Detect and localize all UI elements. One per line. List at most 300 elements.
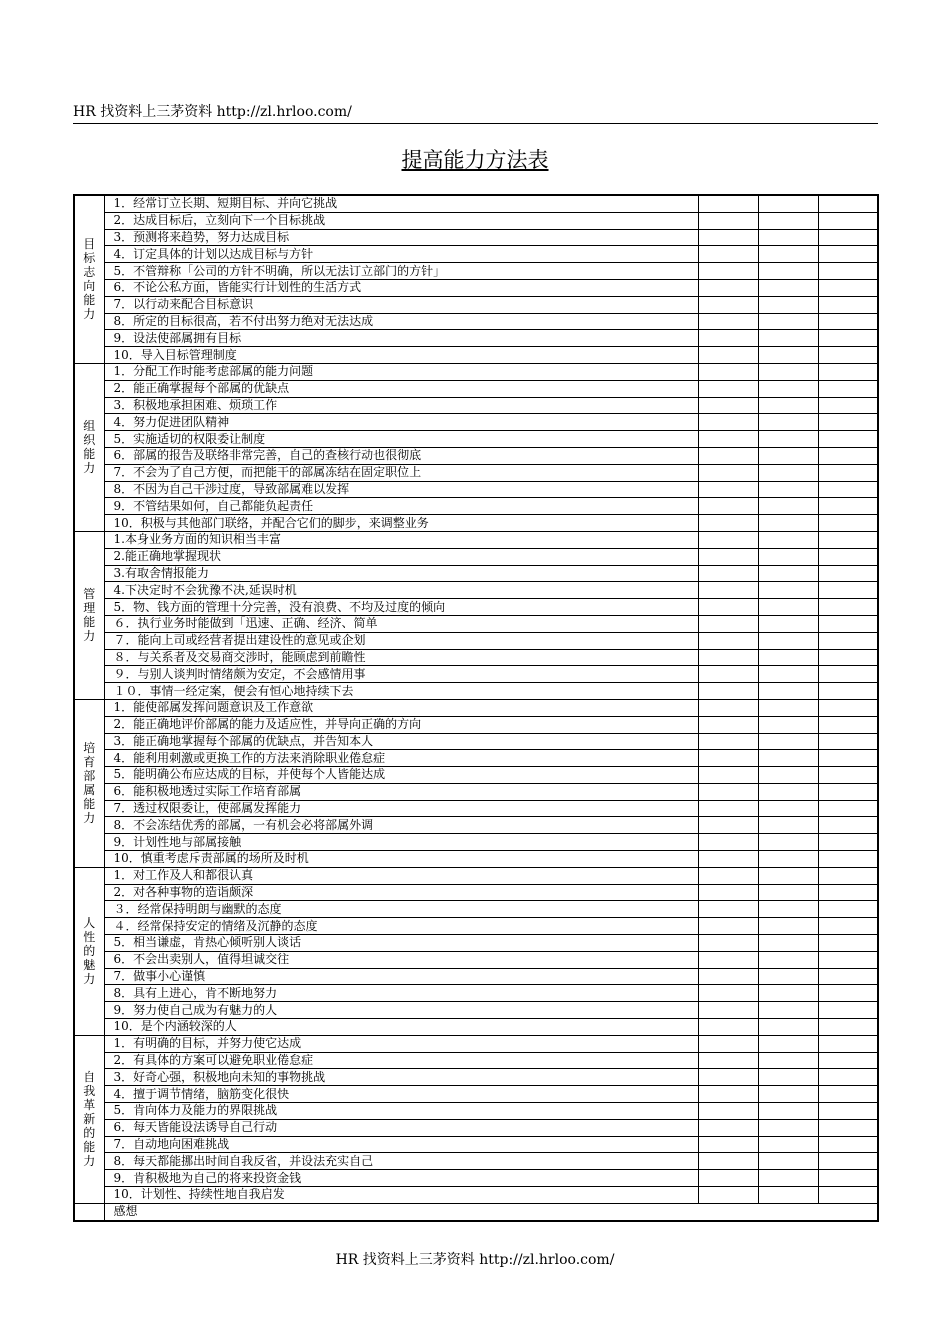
- check-cell[interactable]: [698, 649, 758, 666]
- table-row: [74, 1019, 878, 1036]
- check-cell[interactable]: [698, 851, 758, 868]
- check-cell[interactable]: [698, 313, 758, 330]
- item-text: 1.本身业务方面的知识相当丰富: [104, 531, 698, 548]
- check-cell[interactable]: [758, 985, 818, 1002]
- check-cell[interactable]: [698, 582, 758, 599]
- check-cell[interactable]: [758, 565, 818, 582]
- check-cell[interactable]: [698, 1052, 758, 1069]
- check-cell[interactable]: [698, 666, 758, 683]
- check-cell[interactable]: [818, 1069, 878, 1086]
- item-text: 10．积极与其他部门联络，并配合它们的脚步，来调整业务: [104, 515, 698, 532]
- check-cell[interactable]: [698, 800, 758, 817]
- check-cell[interactable]: [758, 1103, 818, 1120]
- table-row: [74, 397, 878, 414]
- table-row: [74, 1002, 878, 1019]
- check-cell[interactable]: [758, 296, 818, 313]
- check-cell[interactable]: [698, 599, 758, 616]
- check-cell[interactable]: [698, 380, 758, 397]
- check-cell[interactable]: [698, 615, 758, 632]
- check-cell[interactable]: [758, 615, 818, 632]
- check-cell[interactable]: [758, 1153, 818, 1170]
- page-header: HR 找资料上三茅资料 http://zl.hrloo.com/: [73, 102, 878, 124]
- check-cell[interactable]: [818, 431, 878, 448]
- item-text: 6．部属的报告及联络非常完善，自己的查核行动也很彻底: [104, 447, 698, 464]
- check-cell[interactable]: [758, 515, 818, 532]
- check-cell[interactable]: [818, 985, 878, 1002]
- check-cell[interactable]: [758, 834, 818, 851]
- category-cell: [74, 531, 104, 699]
- table-row: [74, 212, 878, 229]
- check-cell[interactable]: [758, 1035, 818, 1052]
- check-cell[interactable]: [758, 1086, 818, 1103]
- check-cell[interactable]: [818, 582, 878, 599]
- table-row: [74, 1035, 878, 1052]
- check-cell[interactable]: [758, 397, 818, 414]
- item-text: 2．达成目标后，立刻向下一个目标挑战: [104, 212, 698, 229]
- check-cell[interactable]: [818, 935, 878, 952]
- table-row: [74, 414, 878, 431]
- check-cell[interactable]: [698, 683, 758, 700]
- item-text: 8．每天都能挪出时间自我反省，并设法充实自己: [104, 1153, 698, 1170]
- table-row: [74, 498, 878, 515]
- check-cell[interactable]: [698, 1002, 758, 1019]
- check-cell[interactable]: [698, 296, 758, 313]
- check-cell[interactable]: [698, 263, 758, 280]
- item-text: ３．经常保持明朗与幽默的态度: [104, 901, 698, 918]
- table-row: [74, 347, 878, 364]
- check-cell[interactable]: [818, 901, 878, 918]
- item-text: 2．能正确掌握每个部属的优缺点: [104, 380, 698, 397]
- check-cell[interactable]: [818, 330, 878, 347]
- check-cell[interactable]: [698, 431, 758, 448]
- table-row: [74, 599, 878, 616]
- check-cell[interactable]: [818, 397, 878, 414]
- ability-table: [73, 194, 879, 1222]
- item-text: 1．经常订立长期、短期目标、并向它挑战: [104, 195, 698, 212]
- table-row: [74, 1136, 878, 1153]
- check-cell[interactable]: [758, 246, 818, 263]
- check-cell[interactable]: [698, 632, 758, 649]
- check-cell[interactable]: [818, 716, 878, 733]
- table-row: [74, 582, 878, 599]
- table-row: [74, 783, 878, 800]
- check-cell[interactable]: [758, 414, 818, 431]
- check-cell[interactable]: [698, 1086, 758, 1103]
- check-cell[interactable]: [758, 447, 818, 464]
- category-label: 培育部属能力: [83, 740, 96, 825]
- table-row: [74, 767, 878, 784]
- check-cell[interactable]: [698, 1153, 758, 1170]
- item-text: 8．不会冻结优秀的部属，一有机会必将部属外调: [104, 817, 698, 834]
- check-cell[interactable]: [758, 1170, 818, 1187]
- check-cell[interactable]: [758, 683, 818, 700]
- table-row: [74, 800, 878, 817]
- check-cell[interactable]: [818, 548, 878, 565]
- check-cell[interactable]: [818, 817, 878, 834]
- table-row: [74, 733, 878, 750]
- check-cell[interactable]: [698, 330, 758, 347]
- check-cell[interactable]: [818, 1103, 878, 1120]
- check-cell[interactable]: [698, 968, 758, 985]
- item-text: ４．经常保持安定的情绪及沉静的态度: [104, 918, 698, 935]
- check-cell[interactable]: [698, 1069, 758, 1086]
- check-cell[interactable]: [818, 246, 878, 263]
- table-row: [74, 1086, 878, 1103]
- check-cell[interactable]: [758, 783, 818, 800]
- check-cell[interactable]: [818, 195, 878, 212]
- check-cell[interactable]: [818, 1119, 878, 1136]
- check-cell[interactable]: [758, 531, 818, 548]
- item-text: 2．对各种事物的造诣颇深: [104, 884, 698, 901]
- table-row: [74, 1069, 878, 1086]
- check-cell[interactable]: [818, 649, 878, 666]
- check-cell[interactable]: [698, 1170, 758, 1187]
- item-text: 10．计划性、持续性地自我启发: [104, 1187, 698, 1204]
- check-cell[interactable]: [818, 313, 878, 330]
- table-row: [74, 363, 878, 380]
- check-cell[interactable]: [818, 851, 878, 868]
- table-row: [74, 531, 878, 548]
- table-body: [74, 195, 878, 1221]
- table-row: [74, 296, 878, 313]
- check-cell[interactable]: [698, 1035, 758, 1052]
- check-cell[interactable]: [758, 699, 818, 716]
- table-row: [74, 851, 878, 868]
- table-row: [74, 901, 878, 918]
- check-cell[interactable]: [758, 431, 818, 448]
- item-text: 3.有取舍情报能力: [104, 565, 698, 582]
- check-cell[interactable]: [818, 951, 878, 968]
- check-cell[interactable]: [758, 464, 818, 481]
- check-cell[interactable]: [698, 951, 758, 968]
- check-cell[interactable]: [698, 397, 758, 414]
- check-cell[interactable]: [698, 531, 758, 548]
- item-text: 5．相当谦虚，肯热心倾听别人谈话: [104, 935, 698, 952]
- category-label: 管理能力: [83, 586, 96, 643]
- check-cell[interactable]: [818, 834, 878, 851]
- check-cell[interactable]: [758, 733, 818, 750]
- check-cell[interactable]: [818, 229, 878, 246]
- check-cell[interactable]: [758, 666, 818, 683]
- table-row: [74, 565, 878, 582]
- table-row: [74, 431, 878, 448]
- check-cell[interactable]: [758, 649, 818, 666]
- table-row: [74, 1103, 878, 1120]
- check-cell[interactable]: [698, 750, 758, 767]
- table-row: [74, 699, 878, 716]
- check-cell[interactable]: [758, 817, 818, 834]
- item-text: ８．与关系者及交易商交涉时，能顾虑到前瞻性: [104, 649, 698, 666]
- form-title: 提高能力方法表: [401, 148, 549, 172]
- check-cell[interactable]: [698, 783, 758, 800]
- check-cell[interactable]: [698, 1019, 758, 1036]
- category-cell: [74, 363, 104, 531]
- item-text: 5．物、钱方面的管理十分完善，没有浪费、不均及过度的倾向: [104, 599, 698, 616]
- check-cell[interactable]: [818, 447, 878, 464]
- table-row: [74, 1153, 878, 1170]
- check-cell[interactable]: [758, 347, 818, 364]
- check-cell[interactable]: [758, 750, 818, 767]
- item-text: 4．能利用刺激或更换工作的方法来消除职业倦怠症: [104, 750, 698, 767]
- check-cell[interactable]: [818, 1170, 878, 1187]
- item-text: 1．对工作及人和都很认真: [104, 867, 698, 884]
- check-cell[interactable]: [758, 195, 818, 212]
- check-cell[interactable]: [818, 884, 878, 901]
- item-text: 7．做事小心谨慎: [104, 968, 698, 985]
- table-row: [74, 548, 878, 565]
- check-cell[interactable]: [818, 515, 878, 532]
- check-cell[interactable]: [818, 615, 878, 632]
- table-row: [74, 1187, 878, 1204]
- item-text: 2．能正确地评价部属的能力及适应性，并导向正确的方向: [104, 716, 698, 733]
- table-row: [74, 985, 878, 1002]
- check-cell[interactable]: [758, 951, 818, 968]
- check-cell[interactable]: [818, 498, 878, 515]
- check-cell[interactable]: [818, 263, 878, 280]
- item-text: 4．擅于调节情绪，脑筋变化很快: [104, 1086, 698, 1103]
- item-text: 8．所定的目标很高，若不付出努力绝对无法达成: [104, 313, 698, 330]
- check-cell[interactable]: [758, 918, 818, 935]
- item-text: 4.下决定时不会犹豫不决,延误时机: [104, 582, 698, 599]
- item-text: 2．有具体的方案可以避免职业倦怠症: [104, 1052, 698, 1069]
- check-cell[interactable]: [758, 212, 818, 229]
- check-cell[interactable]: [698, 447, 758, 464]
- check-cell[interactable]: [698, 229, 758, 246]
- check-cell[interactable]: [818, 783, 878, 800]
- table-row: [74, 632, 878, 649]
- check-cell[interactable]: [818, 1153, 878, 1170]
- page-footer: HR 找资料上三茅资料 http://zl.hrloo.com/: [335, 1252, 615, 1268]
- check-cell[interactable]: [758, 867, 818, 884]
- item-text: 6．每天皆能设法诱导自己行动: [104, 1119, 698, 1136]
- check-cell[interactable]: [698, 414, 758, 431]
- check-cell[interactable]: [818, 1002, 878, 1019]
- check-cell[interactable]: [758, 263, 818, 280]
- category-cell: [74, 1035, 104, 1203]
- check-cell[interactable]: [818, 1052, 878, 1069]
- item-text: 7．不会为了自己方便，而把能干的部属冻结在固定职位上: [104, 464, 698, 481]
- check-cell[interactable]: [698, 279, 758, 296]
- check-cell[interactable]: [758, 481, 818, 498]
- item-text: ７．能向上司或经营者提出建设性的意见或企划: [104, 632, 698, 649]
- check-cell[interactable]: [758, 935, 818, 952]
- check-cell[interactable]: [758, 599, 818, 616]
- check-cell[interactable]: [698, 884, 758, 901]
- check-cell[interactable]: [758, 716, 818, 733]
- remarks-blank-cell: [74, 1203, 104, 1220]
- check-cell[interactable]: [698, 985, 758, 1002]
- category-cell: [74, 699, 104, 867]
- table-row: [74, 834, 878, 851]
- check-cell[interactable]: [818, 750, 878, 767]
- check-cell[interactable]: [758, 313, 818, 330]
- check-cell[interactable]: [818, 968, 878, 985]
- check-cell[interactable]: [818, 1019, 878, 1036]
- item-text: 10．是个内涵较深的人: [104, 1019, 698, 1036]
- check-cell[interactable]: [758, 1119, 818, 1136]
- check-cell[interactable]: [818, 767, 878, 784]
- check-cell[interactable]: [818, 800, 878, 817]
- check-cell[interactable]: [758, 968, 818, 985]
- check-cell[interactable]: [818, 1086, 878, 1103]
- table-row: [74, 1052, 878, 1069]
- check-cell[interactable]: [698, 767, 758, 784]
- check-cell[interactable]: [698, 481, 758, 498]
- check-cell[interactable]: [818, 347, 878, 364]
- check-cell[interactable]: [758, 632, 818, 649]
- item-text: 9．不管结果如何，自己都能负起责任: [104, 498, 698, 515]
- check-cell[interactable]: [698, 733, 758, 750]
- item-text: １０．事情一经定案，便会有恒心地持续下去: [104, 683, 698, 700]
- check-cell[interactable]: [698, 1187, 758, 1204]
- check-cell[interactable]: [758, 498, 818, 515]
- check-cell[interactable]: [698, 498, 758, 515]
- check-cell[interactable]: [818, 531, 878, 548]
- check-cell[interactable]: [698, 935, 758, 952]
- check-cell[interactable]: [758, 229, 818, 246]
- check-cell[interactable]: [758, 901, 818, 918]
- category-cell: [74, 195, 104, 363]
- check-cell[interactable]: [818, 279, 878, 296]
- check-cell[interactable]: [758, 363, 818, 380]
- check-cell[interactable]: [818, 1187, 878, 1204]
- table-row: [74, 1119, 878, 1136]
- item-text: 4．订定具体的计划以达成目标与方针: [104, 246, 698, 263]
- table-row: [74, 481, 878, 498]
- table-row: [74, 1170, 878, 1187]
- check-cell[interactable]: [818, 481, 878, 498]
- table-row: [74, 683, 878, 700]
- check-cell[interactable]: [698, 195, 758, 212]
- check-cell[interactable]: [758, 884, 818, 901]
- check-cell[interactable]: [698, 464, 758, 481]
- table-row: [74, 935, 878, 952]
- category-label: 人性的魅力: [83, 915, 96, 986]
- check-cell[interactable]: [818, 212, 878, 229]
- check-cell[interactable]: [818, 599, 878, 616]
- check-cell[interactable]: [818, 565, 878, 582]
- check-cell[interactable]: [698, 1136, 758, 1153]
- check-cell[interactable]: [818, 464, 878, 481]
- item-text: 7．透过权限委让，使部属发挥能力: [104, 800, 698, 817]
- check-cell[interactable]: [698, 817, 758, 834]
- table-row: [74, 884, 878, 901]
- item-text: 1．能使部属发挥问题意识及工作意欲: [104, 699, 698, 716]
- table-row: [74, 867, 878, 884]
- remarks-label[interactable]: 感想: [104, 1203, 878, 1220]
- table-row: [74, 279, 878, 296]
- item-text: 6．不会出卖别人，值得坦诚交往: [104, 951, 698, 968]
- check-cell[interactable]: [758, 380, 818, 397]
- check-cell[interactable]: [698, 1103, 758, 1120]
- item-text: 7．以行动来配合目标意识: [104, 296, 698, 313]
- check-cell[interactable]: [758, 1187, 818, 1204]
- check-cell[interactable]: [698, 363, 758, 380]
- table-row: [74, 951, 878, 968]
- check-cell[interactable]: [818, 363, 878, 380]
- item-text: 9．肯积极地为自己的将来投资金钱: [104, 1170, 698, 1187]
- check-cell[interactable]: [818, 867, 878, 884]
- check-cell[interactable]: [698, 1119, 758, 1136]
- check-cell[interactable]: [698, 565, 758, 582]
- check-cell[interactable]: [758, 279, 818, 296]
- check-cell[interactable]: [758, 582, 818, 599]
- table-row: [74, 229, 878, 246]
- item-text: ６．执行业务时能做到「迅速、正确、经济、简单: [104, 615, 698, 632]
- check-cell[interactable]: [758, 330, 818, 347]
- check-cell[interactable]: [758, 1069, 818, 1086]
- category-label: 目标志向能力: [83, 236, 96, 321]
- check-cell[interactable]: [698, 548, 758, 565]
- check-cell[interactable]: [818, 1136, 878, 1153]
- item-text: 5．肯向体力及能力的界限挑战: [104, 1103, 698, 1120]
- check-cell[interactable]: [818, 414, 878, 431]
- check-cell[interactable]: [758, 800, 818, 817]
- check-cell[interactable]: [698, 867, 758, 884]
- check-cell[interactable]: [818, 918, 878, 935]
- check-cell[interactable]: [698, 212, 758, 229]
- check-cell[interactable]: [758, 1136, 818, 1153]
- check-cell[interactable]: [758, 1052, 818, 1069]
- item-text: 10．导入目标管理制度: [104, 347, 698, 364]
- item-text: 9．努力使自己成为有魅力的人: [104, 1002, 698, 1019]
- table-row: [74, 380, 878, 397]
- table-row: [74, 464, 878, 481]
- table-row: [74, 666, 878, 683]
- category-label: 组织能力: [83, 418, 96, 475]
- table-row: [74, 447, 878, 464]
- category-cell: [74, 867, 104, 1035]
- check-cell[interactable]: [818, 632, 878, 649]
- table-row: [74, 716, 878, 733]
- table-row: [74, 918, 878, 935]
- item-text: 3．积极地承担困难、烦琐工作: [104, 397, 698, 414]
- check-cell[interactable]: [698, 699, 758, 716]
- table-row: [74, 313, 878, 330]
- check-cell[interactable]: [698, 901, 758, 918]
- check-cell[interactable]: [698, 246, 758, 263]
- table-row: [74, 263, 878, 280]
- item-text: 8．不因为自己干涉过度，导致部属难以发挥: [104, 481, 698, 498]
- check-cell[interactable]: [758, 851, 818, 868]
- item-text: 10．慎重考虑斥责部属的场所及时机: [104, 851, 698, 868]
- check-cell[interactable]: [698, 918, 758, 935]
- check-cell[interactable]: [758, 548, 818, 565]
- check-cell[interactable]: [758, 1019, 818, 1036]
- check-cell[interactable]: [698, 716, 758, 733]
- check-cell[interactable]: [698, 834, 758, 851]
- item-text: 3．好奇心强，积极地向未知的事物挑战: [104, 1069, 698, 1086]
- check-cell[interactable]: [818, 666, 878, 683]
- check-cell[interactable]: [818, 733, 878, 750]
- item-text: 1．分配工作时能考虑部属的能力问题: [104, 363, 698, 380]
- item-text: 7．自动地向困难挑战: [104, 1136, 698, 1153]
- item-text: 9．设法使部属拥有目标: [104, 330, 698, 347]
- check-cell[interactable]: [758, 1002, 818, 1019]
- check-cell[interactable]: [818, 380, 878, 397]
- check-cell[interactable]: [818, 296, 878, 313]
- item-text: 2.能正确地掌握现状: [104, 548, 698, 565]
- check-cell[interactable]: [818, 683, 878, 700]
- check-cell[interactable]: [698, 515, 758, 532]
- check-cell[interactable]: [818, 1035, 878, 1052]
- check-cell[interactable]: [818, 699, 878, 716]
- item-text: ９．与别人谈判时情绪颇为安定，不会感情用事: [104, 666, 698, 683]
- check-cell[interactable]: [758, 767, 818, 784]
- check-cell[interactable]: [698, 347, 758, 364]
- category-label: 自我革新的能力: [83, 1069, 96, 1168]
- item-text: 1．有明确的目标，并努力使它达成: [104, 1035, 698, 1052]
